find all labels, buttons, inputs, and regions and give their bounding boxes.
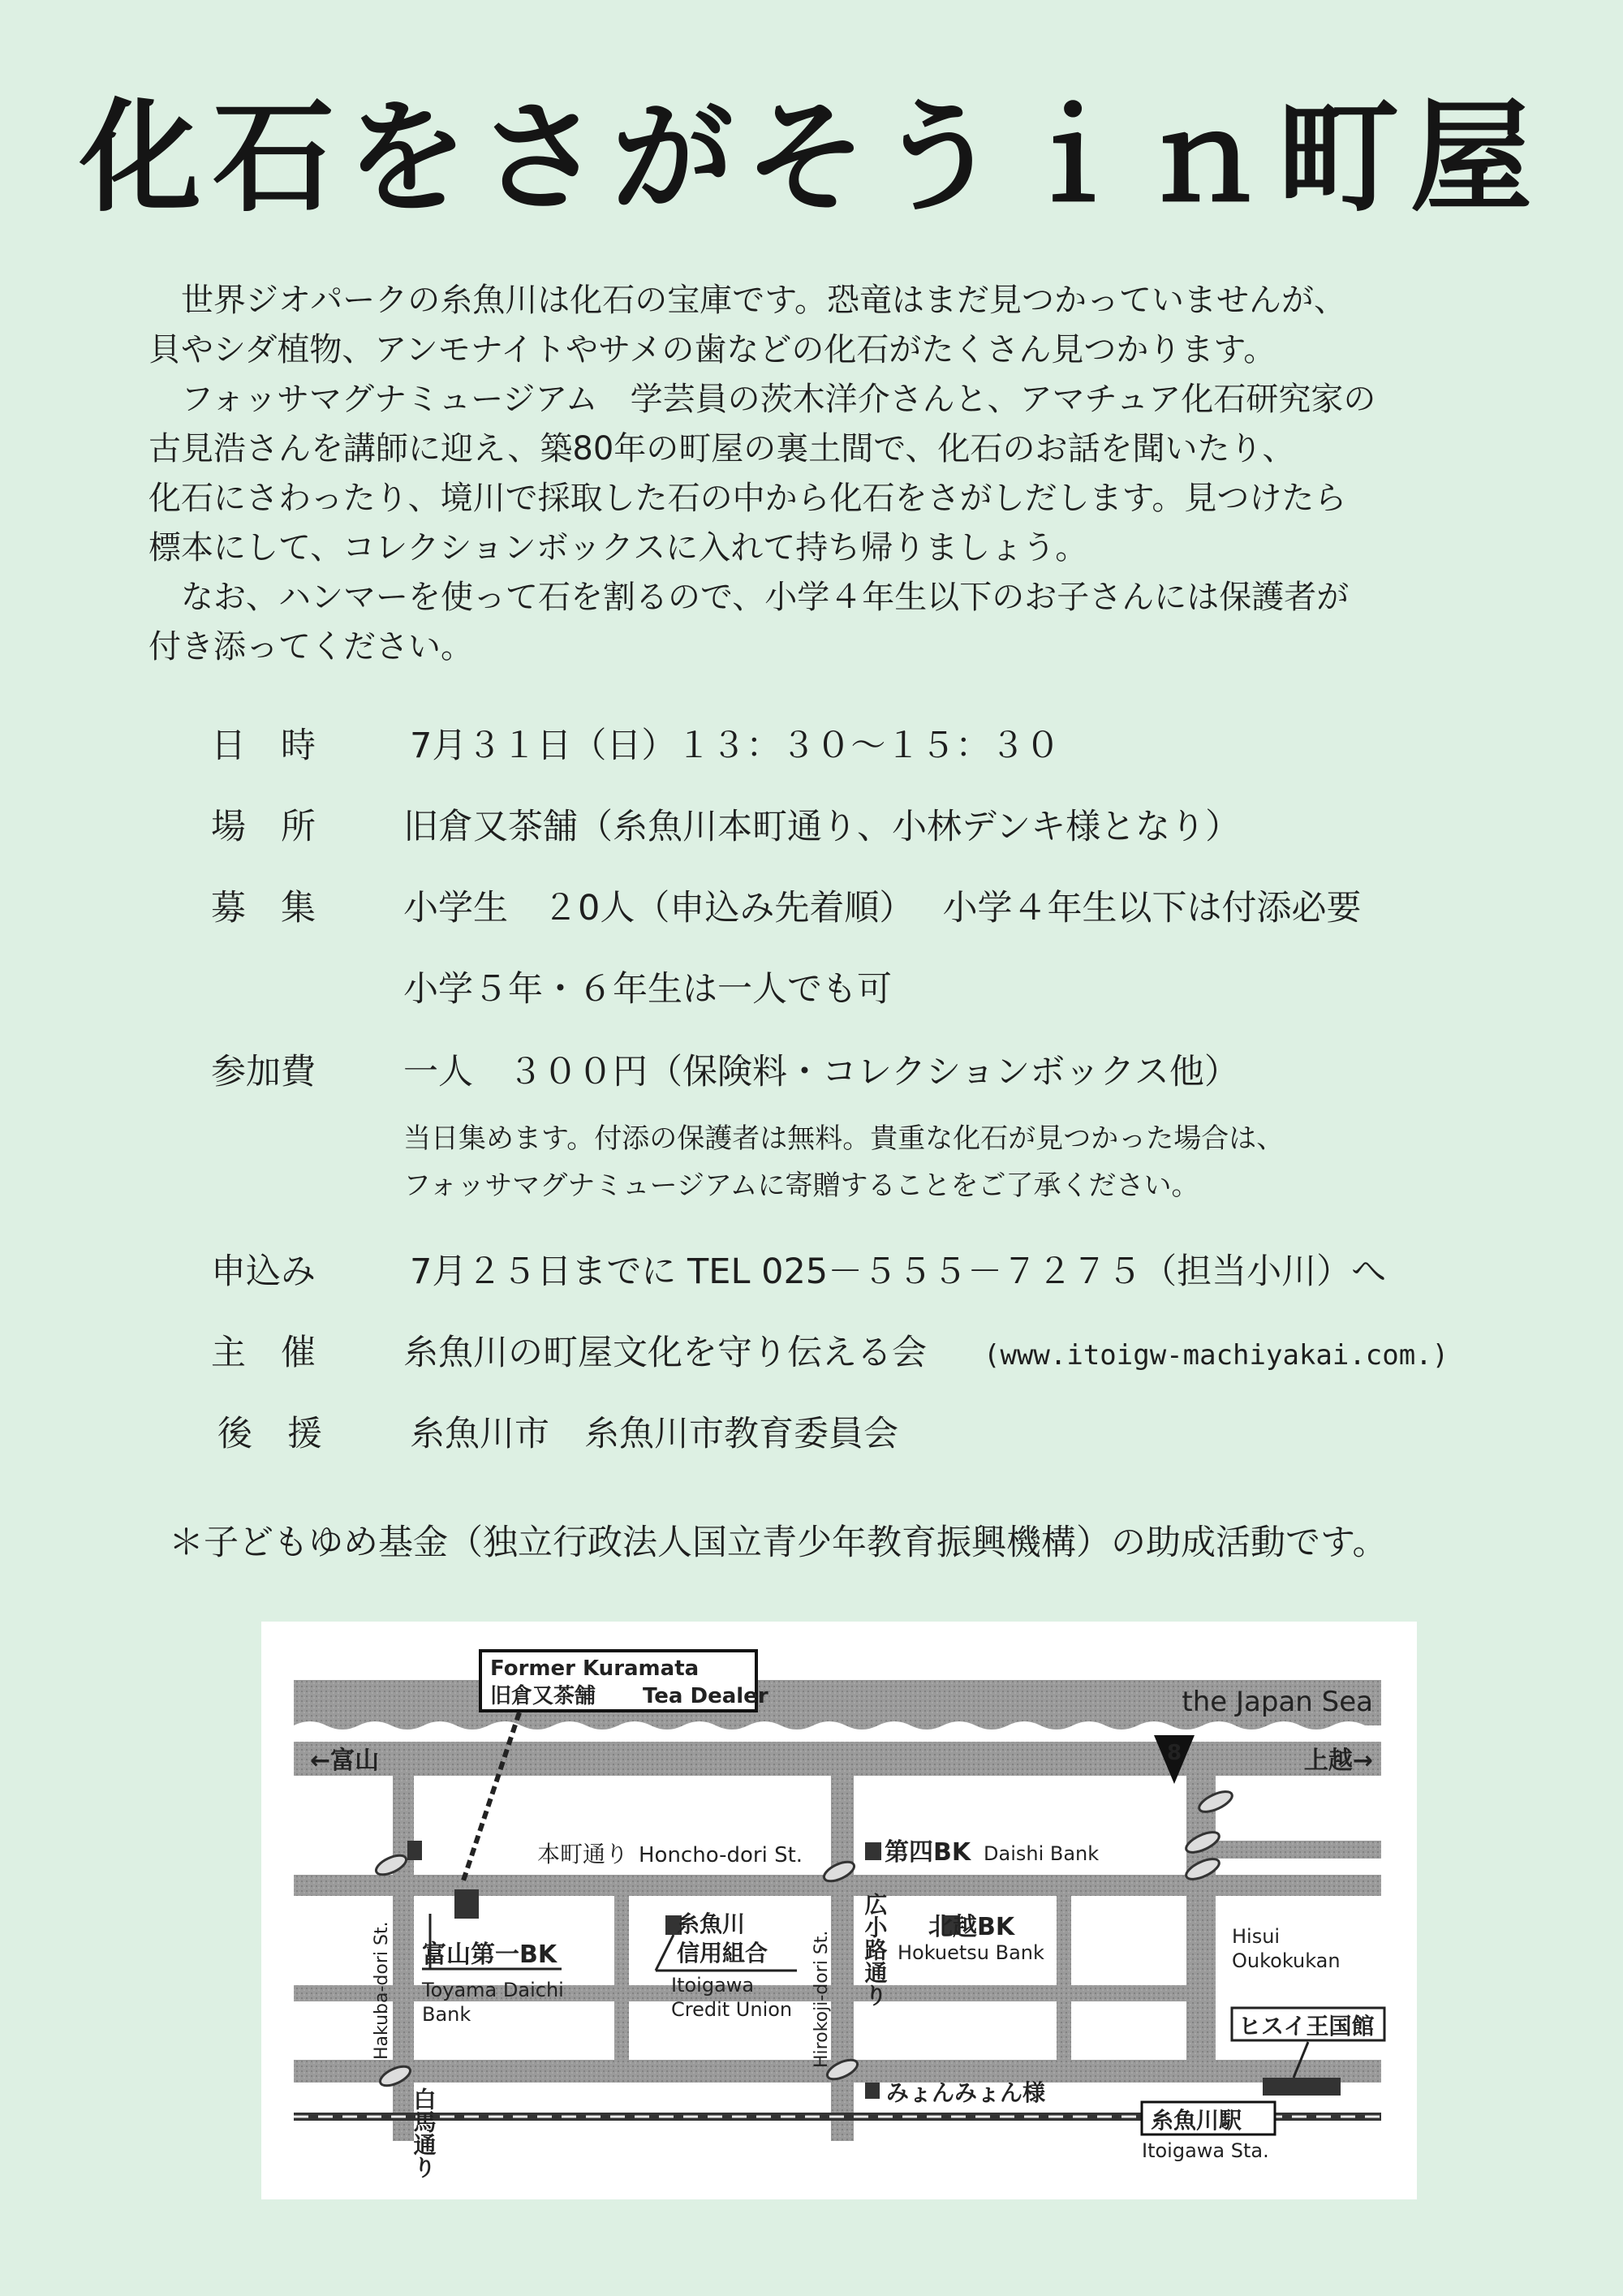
venue-name-jp: 旧倉又茶舗 [490,1684,596,1708]
east-street [1186,1776,1216,2060]
venue-name-en: Former Kuramata [490,1656,700,1681]
intro-text [149,276,1528,672]
toyama-bank-jp: 富山第一BK [422,1941,558,1969]
traffic-signal-icons [373,1788,1235,2090]
access-map [261,1622,1417,2199]
host-label: 主 催 [211,1333,316,1373]
apply-label: 申込み [211,1251,316,1292]
hisui-en1: Hisui [1232,1925,1281,1948]
route8-number: 8 [1166,1741,1182,1765]
intro-line: なお、ハンマーを使って石を割るので、小学４年生以下のお子さんには保護者が [149,579,1350,616]
hokuetsu-bank-en: Hokuetsu Bank [898,1941,1044,1964]
hisui-jp: ヒスイ王国館 [1238,2013,1375,2040]
fee-value: 一人 ３００円（保険料・コレクションボックス他） [403,1052,1239,1092]
flyer-title: 化石をさがそうｉｎ町屋 [79,88,1543,229]
intro-line: 古見浩さんを講師に迎え、築80年の町屋の裏土間で、化石のお話を聞いたり、 [149,430,1295,467]
station-en: Itoigawa Sta. [1142,2139,1269,2162]
hirokoji-street-jp: 広小路通り [861,1893,889,2006]
hakuba-street-jp: 白馬通り [410,2087,437,2178]
host-row [403,1325,1449,1375]
fee-note-1: 当日集めます。付添の保護者は無料。貴重な化石が見つかった場合は、 [403,1122,1285,1155]
daishi-bank-jp: 第四BK [885,1838,971,1867]
myon-myon: みょんみょん様 [886,2079,1046,2106]
intro-line: 付き添ってください。 [149,628,473,666]
joetsu-direction: 上越→ [1303,1747,1373,1775]
support-value: 糸魚川市 糸魚川市教育委員会 [410,1414,898,1454]
venue-marker [454,1889,479,1919]
credit-union-jp1: 糸魚川 [677,1910,746,1937]
intro-line: 化石にさわったり、境川で採取した石の中から化石をさがしだします。見つけたら [149,480,1347,517]
station-jp: 糸魚川駅 [1151,2107,1242,2134]
host-url: (www.itoigw-machiyakai.com.) [984,1339,1449,1372]
intro-line: フォッサマグナミュージアム 学芸員の茨木洋介さんと、アマチュア化石研究家の [149,381,1376,418]
footnote: ＊子どもゆめ基金（独立行政法人国立青少年教育振興機構）の助成活動です。 [169,1523,1388,1563]
recruit-value: 小学生 ２0人（申込み先着順） 小学４年生以下は付添必要 [403,888,1362,928]
venue-name-en2: Tea Dealer [643,1684,768,1708]
hakuba-street [393,1776,414,2141]
credit-union-en1: Itoigawa [671,1974,755,1997]
hirokoji-street-en: Hirokoji-dori St. [812,1930,832,2068]
sea-label: the Japan Sea [1182,1686,1373,1718]
toyama-direction: ←富山 [310,1747,380,1775]
date-label: 日 時 [211,726,316,766]
recruit-label: 募 集 [211,888,316,928]
hakuba-street-en: Hakuba-dori St. [372,1921,392,2060]
hisui-en2: Oukokukan [1232,1949,1341,1972]
daishi-bank-en: Daishi Bank [984,1842,1100,1865]
date-value: 7月３１日（日）１３：３０～１５：３０ [410,726,1061,766]
place-label: 場 所 [211,807,316,847]
block-divider-2 [1057,1896,1071,2060]
honcho-en: Honcho-dori St. [639,1843,803,1867]
credit-union-jp2: 信用組合 [677,1940,768,1966]
toyama-bank-en2: Bank [422,2003,471,2026]
support-label: 後 援 [217,1414,322,1454]
recruit-value-2: 小学５年・６年生は一人でも可 [403,969,892,1010]
hisui-east-street [1216,1841,1381,1859]
hirokoji-street [831,1776,854,2141]
route8-road [294,1742,1381,1776]
toyama-bank-en1: Toyama Daichi [422,1979,564,2001]
apply-value: 7月２５日までに TEL 025－５５５－７２７５（担当小川）へ [410,1251,1387,1292]
intro-line: 標本にして、コレクションボックスに入れて持ち帰りましょう。 [149,529,1088,566]
credit-union-en2: Credit Union [671,1998,793,2021]
block-divider-1 [614,1896,629,2060]
intro-line: 貝やシダ植物、アンモナイトやサメの歯などの化石がたくさん見つかります。 [149,331,1276,368]
host-value: 糸魚川の町屋文化を守り伝える会 [403,1333,927,1373]
fee-label: 参加費 [211,1052,316,1092]
place-value: 旧倉又茶舗（糸魚川本町通り、小林デンキ様となり） [403,807,1241,847]
hokuetsu-bank-jp: 北越BK [928,1913,1015,1941]
fee-note-2: フォッサマグナミュージアムに寄贈することをご了承ください。 [403,1170,1199,1202]
honcho-jp: 本町通り [537,1841,629,1867]
intro-line: 世界ジオパークの糸魚川は化石の宝庫です。恐竜はまだ見つかっていませんが、 [149,282,1346,319]
